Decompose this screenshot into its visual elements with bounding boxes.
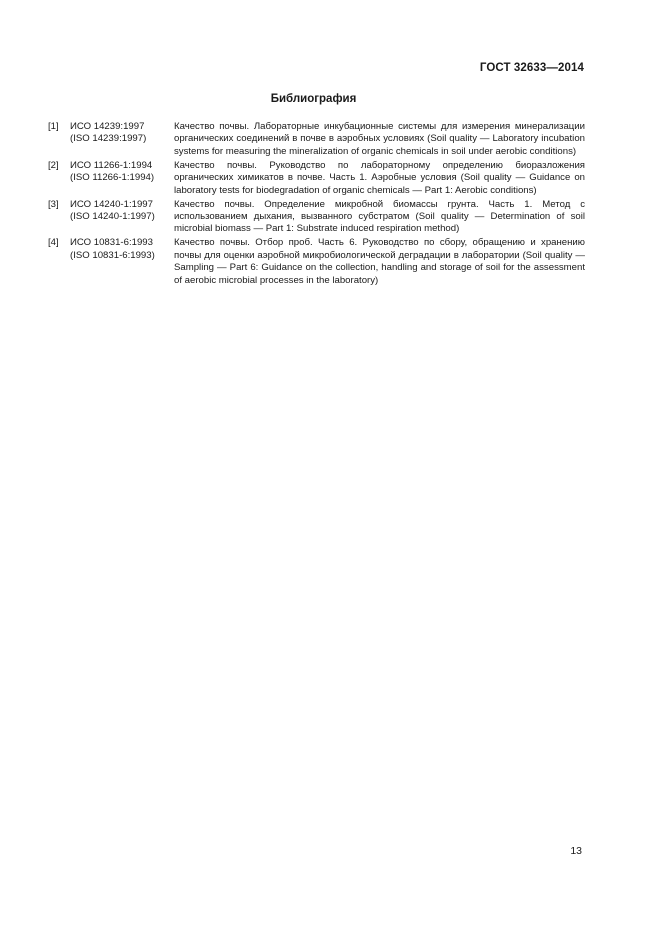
entry-code-intl: (ISO 14240-1:1997) [70, 211, 155, 223]
entry-number: [2] [48, 159, 59, 171]
entry-text: Качество почвы. Лабораторные инкубационные системы для измерения минерализации органических соединений в почве в аэробных условиях (Soil quality — Laboratory incubation systems for measuring the mineralization of organic chemicals in soil under aerobic conditions) [174, 121, 585, 157]
entry-code-intl: (ISO 14239:1997) [70, 133, 147, 145]
entry-number: [1] [48, 121, 59, 132]
bibliography-entry-4 [48, 237, 585, 287]
entry-text: Качество почвы. Руководство по лабораторному определению биоразложения органических химикатов в почве. Часть 1. Аэробные условия (Soil quality — Guidance on laboratory tests for biodegradation of organic chemicals — Part 1: Aerobic conditions) [174, 159, 585, 196]
bibliography-entry-2 [48, 160, 585, 197]
standard-code-header: ГОСТ 32633—2014 [479, 62, 584, 74]
entry-code: ИСО 14240-1:1997 [70, 198, 153, 210]
entry-code: ИСО 11266-1:1994 [70, 159, 153, 171]
entry-codes [70, 199, 174, 236]
bibliography-entry-3 [48, 199, 585, 236]
section-title: Библиография [270, 93, 357, 105]
page-number: 13 [570, 845, 582, 857]
entry-code: ИСО 14239:1997 [70, 121, 145, 132]
entry-text: Качество почвы. Отбор проб. Часть 6. Руководство по сбору, обращению и хранению почвы для оценки аэробной микробиологической деградации в лаборатории (Soil quality — Sampling — Part 6: Guidance on the collection, handling and storage of soil for the assessment of aerobic microbial processes in the laboratory) [174, 237, 585, 286]
entry-number: [3] [48, 198, 59, 210]
entry-text: Качество почвы. Определение микробной биомассы грунта. Часть 1. Метод с использованием дыхания, вызванного субстратом (Soil quality — Determination of soil microbial biomass — Part 1: Substrate induced respiration method) [174, 198, 585, 235]
entry-codes [70, 237, 174, 287]
entry-codes [70, 121, 174, 158]
entry-code-intl: (ISO 10831-6:1993) [70, 249, 155, 261]
entry-code: ИСО 10831-6:1993 [70, 237, 153, 249]
entry-code-intl: (ISO 11266-1:1994) [70, 172, 155, 184]
bibliography-entry-1 [48, 121, 585, 158]
entry-codes [70, 160, 174, 197]
entry-number: [4] [48, 237, 59, 249]
bibliography-list [48, 121, 585, 289]
